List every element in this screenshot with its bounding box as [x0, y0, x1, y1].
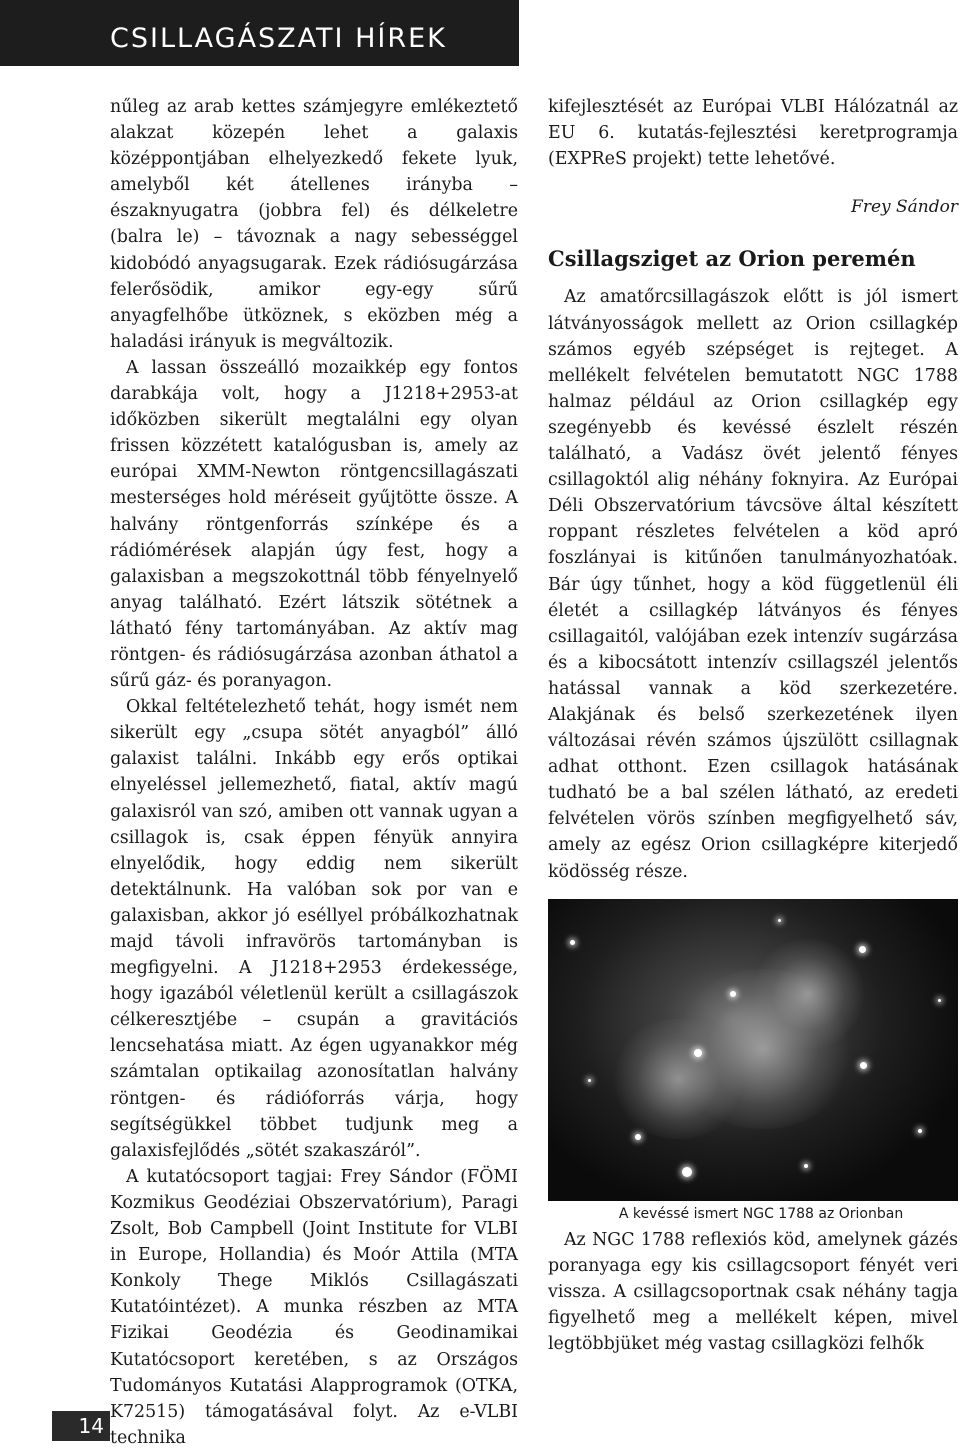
left-column — [110, 94, 518, 1451]
right-column — [548, 94, 958, 1357]
paragraph: A kutatócsoport tagjai: Frey Sándor (FÖMI Kozmikus Geodéziai Obszervatórium), Paragi Zsolt, Bob Campbell (Joint Institute for VLBI in Europe, Hollandia) és Moór Attila (MTA Konkoly Thege Miklós Csillagászati Kutatóintézet). A munka részben az MTA Fizikai Geodézia és Geodinamikai Kutatócsoport keretében, s az Országos Tudományos Kutatási Alapprogramok (OTKA, K72515) támogatásával folyt. Az e-VLBI technika — [110, 1166, 518, 1448]
page-number: 14 — [52, 1411, 110, 1441]
paragraph: kifejlesztését az Európai VLBI Hálózatnál az EU 6. kutatás-fejlesztési keretprogramja (EXPReS projekt) tette lehetővé. — [548, 97, 958, 170]
author-byline: Frey Sándor — [851, 197, 958, 218]
article-heading: Csillagsziget az Orion peremén — [548, 246, 916, 272]
paragraph: A lassan összeálló mozaikkép egy fontos darabkája volt, hogy a J1218+2953-at időközben sikerült megtalálni egy olyan frissen közzétett katalógusban is, amely az európai XMM-Newton röntgencsillagászati mesterséges hold méréseit gyűjtötte össze. A halvány röntgenforrás színképe és a rádiómérések alapján úgy fest, hogy a galaxisban a megszokottnál több fényelnyelő anyag található. Ezért látszik sötétnek a látható fény tartományában. Az aktív mag röntgen- és rádiósugárzása azonban áthatol a sűrű gáz- és poranyagon. — [110, 357, 518, 692]
paragraph: Az NGC 1788 reflexiós köd, amelynek gázés poranyaga egy kis csillagcsoport fényét veri vissza. A csillagcsoportnak csak néhány tagja figyelhető meg a mellékelt képen, mivel legtöbbjüket még vastag csillagközi felhők — [548, 1229, 958, 1355]
figure-caption: A kevéssé ismert NGC 1788 az Orionban — [618, 1205, 904, 1222]
paragraph: Okkal feltételezhető tehát, hogy ismét nem sikerült egy „csupa sötét anyagból” álló galaxist találni. Inkább egy erős optikai elnyeléssel jellemezhető, fiatal, aktív magú galaxisról van szó, amiben ott vannak ugyan a csillagok is, csak éppen fényük annyira elnyelődik, hogy eddig nem sikerült detektálnunk. Ha valóban sok por van e galaxisban, akkor jó eséllyel próbálkozhatnak majd távoli infravörös tartományban is megfigyelni. A J1218+2953 érdekessége, hogy igazából véletlenül került a csillagászok célkeresztjébe – csupán a gravitációs lencsehatása miatt. Az égen ugyanakkor még számtalan optikailag azonosítatlan halvány röntgen- és rádióforrás várja, hogy segítségükkel többet tudjunk meg a galaxisfejlődés „sötét szakaszáról”. — [110, 697, 518, 1161]
header-bar — [0, 0, 519, 66]
nebula-photo — [548, 899, 958, 1201]
section-title: CSILLAGÁSZATI HÍREK — [110, 22, 447, 54]
paragraph: Az amatőrcsillagászok előtt is jól ismert látványosságok mellett az Orion csillagkép számos egyéb szépséget is rejteget. A mellékelt felvételen bemutatott NGC 1788 halmaz például az Orion csillagkép egy szegényebb és kevéssé észlelt részén található, a Vadász övét jelentő fényes csillagoktól alig néhány foknyira. Az Európai Déli Obszervatórium távcsöve által készített roppant részletes felvételen a köd apró foszlányai is kitűnően tanulmányozhatóak. Bár úgy tűnhet, hogy a köd függetlenül éli életét a csillagkép látványos és fényes csillagaitól, valójában ezek intenzív sugárzása és a kibocsátott intenzív csillagszél jelentős hatással vannak a köd szerkezetére. Alakjának és belső szerkezetének ilyen változásai révén számos újszülött csillagnak adhat otthont. Ezen csillagok hatásának tudható be a bal szélen látható, az eredeti felvételen vörös színben megfigyelhető sáv, amely az egész Orion csillagképre kiterjedő ködösség része. — [548, 287, 958, 882]
paragraph: nűleg az arab kettes számjegyre emlékeztető alakzat közepén lehet a galaxis középpontjában elhelyezkedő fekete lyuk, amelyből két átellenes irányba – északnyugatra (jobbra fel) és délkeletre (balra le) – távoznak a nagy sebességgel kidobódó anyagsugarak. Ezek rádiósugárzása felerősödik, amikor egy-egy sűrű anyagfelhőbe ütköznek, s eközben még a haladási irányuk is megváltozik. — [110, 97, 518, 352]
